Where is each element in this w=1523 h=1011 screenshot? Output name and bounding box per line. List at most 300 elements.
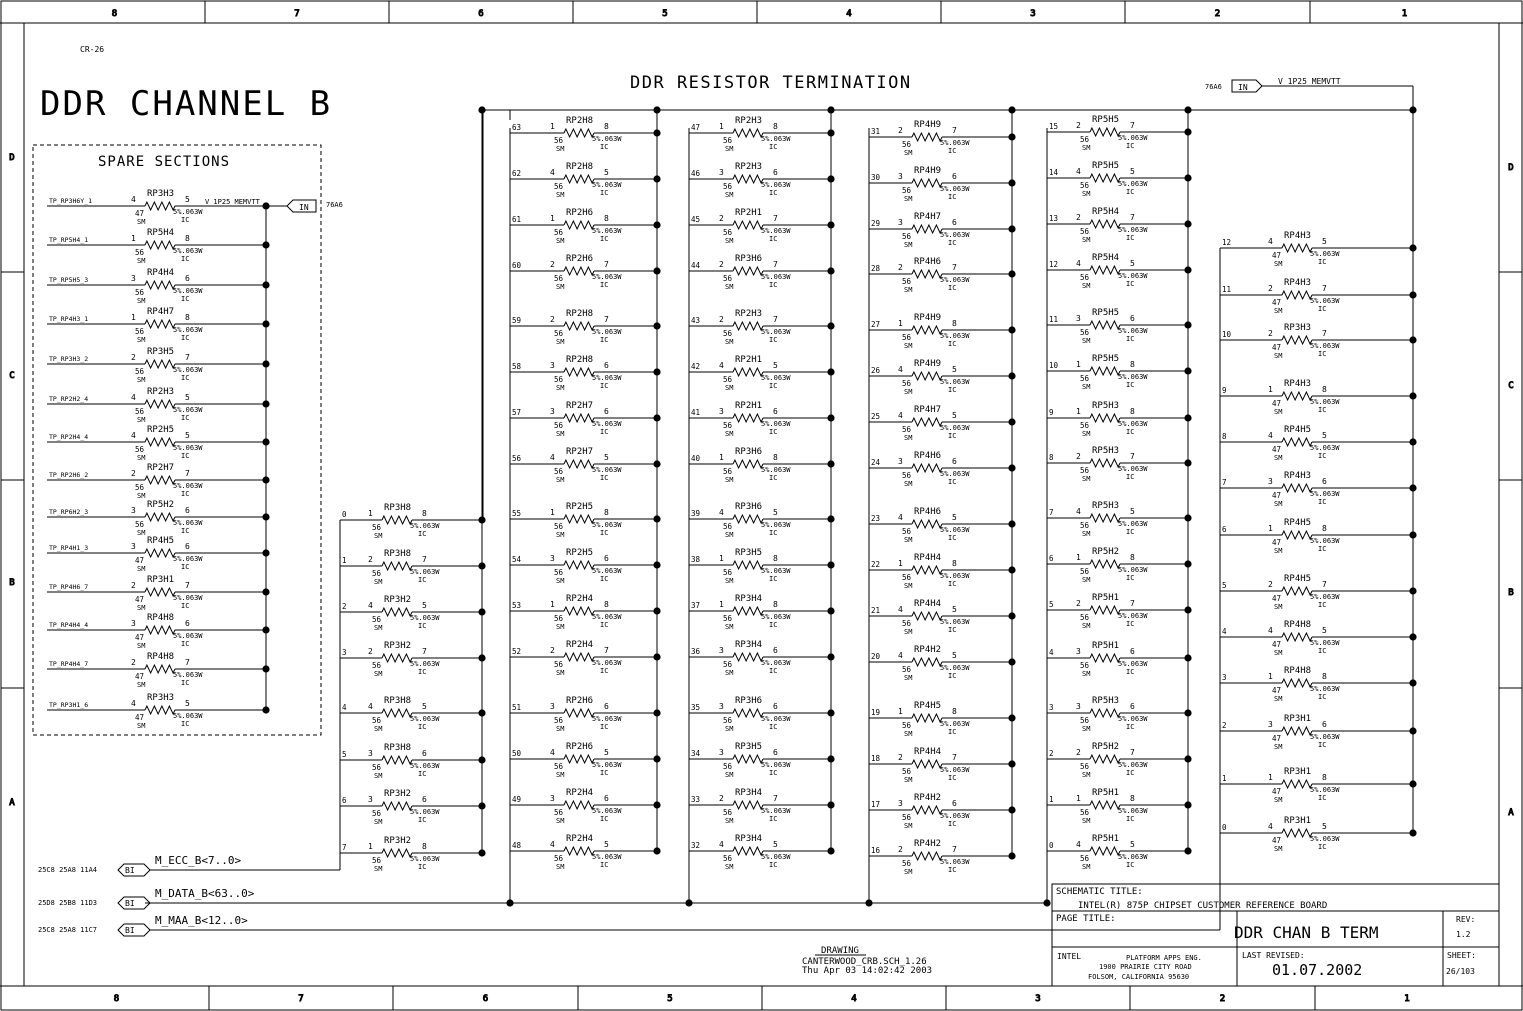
pin-number: 5 — [185, 699, 190, 708]
resistor-value: 56 — [723, 614, 733, 623]
resistor-package: SM — [725, 384, 734, 392]
resistor-zigzag — [912, 179, 942, 187]
pin-number: 7 — [1322, 329, 1327, 338]
resistor-rating: 5%.063W — [410, 660, 440, 668]
resistor-value: 56 — [372, 809, 382, 818]
resistor-ref: RP3H8 — [384, 503, 412, 513]
pin-number: 8 — [773, 554, 778, 563]
pin-number: 7 — [1130, 599, 1135, 608]
net-label: 12 — [1049, 260, 1059, 269]
resistor-rating: 5%.063W — [1118, 715, 1148, 723]
resistor-rating: 5%.063W — [1118, 761, 1148, 769]
resistor-ref: RP5H4 — [147, 228, 175, 238]
resistor-value: 56 — [554, 375, 564, 384]
resistor-ref: RP4H5 — [1284, 425, 1312, 435]
resistor-package: IC — [181, 679, 190, 687]
pin-number: 7 — [1130, 748, 1135, 757]
net-label: 19 — [871, 708, 881, 717]
resistor-package: IC — [769, 428, 778, 436]
net-label: 1 — [342, 556, 347, 565]
resistor-ref: RP5H1 — [1092, 593, 1120, 603]
resistor-ref: RP3H1 — [147, 575, 175, 585]
pin-number: 8 — [185, 313, 190, 322]
net-label: 24 — [871, 458, 881, 467]
resistor-value: 47 — [1272, 640, 1282, 649]
resistor-ref: RP3H5 — [147, 347, 175, 357]
pin-number: 4 — [131, 393, 136, 402]
zone-label-bottom: 7 — [298, 994, 304, 1004]
net-label: TP_RP3H1_6 — [49, 701, 89, 709]
resistor-value: 47 — [1272, 298, 1282, 307]
resistor-ref: RP2H1 — [735, 208, 763, 218]
net-label: 61 — [512, 215, 522, 224]
resistor-rating: 5%.063W — [410, 762, 440, 770]
pin-number: 4 — [719, 361, 724, 370]
pin-number: 6 — [1322, 720, 1327, 729]
net-label: TP_RP4H3_1 — [49, 315, 89, 323]
pin-number: 2 — [898, 263, 903, 272]
pin-number: 8 — [1322, 672, 1327, 681]
net-label: TP_RP6H2_3 — [49, 508, 89, 516]
resistor-value: 47 — [1272, 251, 1282, 260]
pin-number: 7 — [1130, 213, 1135, 222]
pin-number: 6 — [422, 795, 427, 804]
pin-number: 7 — [185, 469, 190, 478]
pin-number: 8 — [952, 707, 957, 716]
resistor-package: IC — [1126, 528, 1135, 536]
resistor-package: IC — [1318, 601, 1327, 609]
resistor-package: IC — [1126, 574, 1135, 582]
pin-number: 4 — [719, 840, 724, 849]
resistor-rating: 5%.063W — [761, 227, 791, 235]
pin-number: 1 — [550, 600, 555, 609]
resistor-package: SM — [904, 342, 913, 350]
resistor-rating: 5%.063W — [173, 555, 203, 563]
resistor-package: SM — [1274, 500, 1283, 508]
zone-label-right: A — [1508, 808, 1514, 818]
resistor-value: 47 — [1272, 399, 1282, 408]
net-label: 51 — [512, 703, 522, 712]
pin-number: 4 — [368, 601, 373, 610]
resistor-rating: 5%.063W — [761, 466, 791, 474]
resistor-package: SM — [374, 670, 383, 678]
resistor-package: IC — [600, 769, 609, 777]
resistor-zigzag — [912, 326, 942, 334]
resistor-package: SM — [1274, 796, 1283, 804]
resistor-ref: RP5H3 — [1092, 446, 1120, 456]
spare-rail-label: V_1P25_MEMVTT — [205, 198, 260, 206]
resistor-package: IC — [948, 193, 957, 201]
resistor-package: IC — [181, 255, 190, 263]
resistor-zigzag — [912, 225, 942, 233]
pin-number: 6 — [773, 407, 778, 416]
resistor-zigzag — [1090, 367, 1120, 375]
resistor-zigzag — [145, 320, 175, 328]
resistor-package: SM — [1082, 817, 1091, 825]
resistor-ref: RP4H9 — [914, 359, 942, 369]
pin-number: 3 — [898, 457, 903, 466]
pin-number: 3 — [550, 794, 555, 803]
pin-number: 4 — [550, 168, 555, 177]
pin-number: 1 — [719, 600, 724, 609]
resistor-ref: RP3H3 — [147, 693, 175, 703]
resistor-value: 56 — [902, 859, 912, 868]
resistor-ref: RP5H4 — [1092, 253, 1120, 263]
pin-number: 4 — [1268, 237, 1273, 246]
resistor-ref: RP2H1 — [735, 401, 763, 411]
resistor-value: 56 — [135, 407, 145, 416]
resistor-ref: RP2H6 — [566, 254, 594, 264]
resistor-ref: RP3H4 — [735, 640, 763, 650]
resistor-package: IC — [600, 723, 609, 731]
pin-number: 5 — [422, 601, 427, 610]
pin-number: 6 — [773, 702, 778, 711]
resistor-rating: 5%.063W — [1310, 786, 1340, 794]
pin-number: 6 — [1130, 647, 1135, 656]
resistor-package: SM — [137, 257, 146, 265]
pin-number: 4 — [1268, 431, 1273, 440]
resistor-zigzag — [912, 464, 942, 472]
pin-number: 4 — [1076, 167, 1081, 176]
resistor-package: SM — [556, 430, 565, 438]
resistor-rating: 5%.063W — [761, 715, 791, 723]
resistor-package: IC — [948, 478, 957, 486]
resistor-ref: RP4H5 — [1284, 574, 1312, 584]
net-label: 25 — [871, 412, 881, 421]
resistor-value: 56 — [554, 762, 564, 771]
pin-number: 2 — [1268, 580, 1273, 589]
resistor-rating: 5%.063W — [1310, 685, 1340, 693]
resistor-package: IC — [600, 474, 609, 482]
net-label: 53 — [512, 601, 522, 610]
zone-label-bottom: 8 — [113, 994, 120, 1004]
pin-number: 2 — [131, 658, 136, 667]
resistor-zigzag — [1282, 780, 1312, 788]
drawing-file: CANTERWOOD_CRB.SCH_1.26 — [802, 957, 927, 967]
pin-number: 2 — [550, 646, 555, 655]
resistor-package: SM — [556, 863, 565, 871]
pin-number: 8 — [773, 122, 778, 131]
resistor-rating: 5%.063W — [761, 807, 791, 815]
resistor-zigzag — [145, 665, 175, 673]
resistor-zigzag — [145, 438, 175, 446]
resistor-zigzag — [564, 847, 594, 855]
resistor-rating: 5%.063W — [1118, 465, 1148, 473]
net-label: 3 — [1049, 703, 1054, 712]
pin-number: 1 — [1268, 773, 1273, 782]
resistor-ref: RP5H1 — [1092, 641, 1120, 651]
resistor-package: IC — [600, 382, 609, 390]
resistor-zigzag — [382, 756, 412, 764]
resistor-package: SM — [1082, 771, 1091, 779]
resistor-zigzag — [1282, 392, 1312, 400]
resistor-zigzag — [733, 515, 763, 523]
resistor-rating: 5%.063W — [592, 761, 622, 769]
pin-number: 3 — [131, 506, 136, 515]
pin-number: 7 — [773, 315, 778, 324]
resistor-rating: 5%.063W — [761, 613, 791, 621]
resistor-zigzag — [733, 129, 763, 137]
resistor-package: SM — [137, 416, 146, 424]
resistor-rating: 5%.063W — [940, 276, 970, 284]
resistor-zigzag — [733, 653, 763, 661]
resistor-package: SM — [1082, 337, 1091, 345]
net-label: 46 — [691, 169, 701, 178]
zone-label-bottom: 1 — [1404, 994, 1410, 1004]
resistor-package: SM — [725, 623, 734, 631]
resistor-package: SM — [137, 722, 146, 730]
pin-number: 8 — [1130, 407, 1135, 416]
spare-port-dir: IN — [299, 203, 309, 212]
pin-number: 5 — [1322, 626, 1327, 635]
resistor-package: SM — [1082, 475, 1091, 483]
sheet-label: SHEET: — [1447, 951, 1476, 960]
resistor-value: 47 — [1272, 734, 1282, 743]
resistor-package: SM — [904, 822, 913, 830]
resistor-package: SM — [725, 476, 734, 484]
pin-number: 8 — [604, 122, 609, 131]
resistor-zigzag — [1090, 128, 1120, 136]
bus-label: M_MAA_B<12..0> — [155, 914, 248, 927]
resistor-ref: RP4H6 — [914, 507, 942, 517]
resistor-value: 56 — [1080, 854, 1090, 863]
resistor-package: IC — [769, 769, 778, 777]
resistor-package: IC — [181, 216, 190, 224]
pin-number: 4 — [898, 605, 903, 614]
pin-number: 1 — [719, 453, 724, 462]
pin-number: 2 — [898, 753, 903, 762]
pin-number: 5 — [1130, 507, 1135, 516]
resistor-rating: 5%.063W — [1310, 398, 1340, 406]
resistor-value: 56 — [723, 854, 733, 863]
resistor-package: IC — [1126, 234, 1135, 242]
power-net-label: V_1P25_MEMVTT — [1278, 77, 1341, 86]
resistor-package: IC — [1126, 381, 1135, 389]
pin-number: 4 — [550, 840, 555, 849]
resistor-ref: RP3H5 — [735, 548, 763, 558]
resistor-value: 56 — [372, 615, 382, 624]
pin-number: 1 — [1076, 553, 1081, 562]
resistor-value: 56 — [902, 379, 912, 388]
resistor-zigzag — [564, 368, 594, 376]
pin-number: 1 — [368, 509, 373, 518]
net-label: 11 — [1222, 285, 1232, 294]
resistor-package: IC — [948, 284, 957, 292]
resistor-package: IC — [418, 668, 427, 676]
spare-title: SPARE SECTIONS — [98, 154, 231, 170]
pin-number: 7 — [952, 753, 957, 762]
pin-number: 4 — [368, 702, 373, 711]
pin-number: 8 — [604, 600, 609, 609]
resistor-zigzag — [564, 653, 594, 661]
zone-label-top: 2 — [1214, 9, 1221, 19]
resistor-package: IC — [1318, 406, 1327, 414]
net-label: 42 — [691, 362, 701, 371]
pin-number: 4 — [131, 195, 136, 204]
resistor-ref: RP4H8 — [1284, 620, 1312, 630]
resistor-package: IC — [1126, 668, 1135, 676]
resistor-package: SM — [725, 863, 734, 871]
net-label: TP_RP5H5_3 — [49, 276, 89, 284]
resistor-ref: RP5H5 — [1092, 161, 1120, 171]
resistor-zigzag — [1090, 266, 1120, 274]
resistor-rating: 5%.063W — [173, 482, 203, 490]
resistor-package: IC — [948, 534, 957, 542]
resistor-ref: RP5H3 — [1092, 696, 1120, 706]
resistor-package: IC — [181, 720, 190, 728]
resistor-package: IC — [1126, 723, 1135, 731]
resistor-value: 56 — [372, 661, 382, 670]
resistor-package: IC — [1126, 620, 1135, 628]
pin-number: 2 — [131, 581, 136, 590]
resistor-zigzag — [1090, 321, 1120, 329]
resistor-package: IC — [1126, 280, 1135, 288]
pin-number: 2 — [131, 353, 136, 362]
resistor-ref: RP4H5 — [1284, 518, 1312, 528]
pin-number: 5 — [1130, 259, 1135, 268]
net-label: 40 — [691, 454, 701, 463]
resistor-zigzag — [1090, 755, 1120, 763]
resistor-package: SM — [1082, 725, 1091, 733]
pin-number: 8 — [422, 842, 427, 851]
pin-number: 7 — [1322, 284, 1327, 293]
resistor-zigzag — [733, 755, 763, 763]
bus-ref: 25D8 25B8 11D3 — [38, 899, 98, 907]
resistor-ref: RP3H4 — [735, 788, 763, 798]
resistor-rating: 5%.063W — [940, 812, 970, 820]
resistor-package: IC — [600, 529, 609, 537]
resistor-value: 56 — [135, 520, 145, 529]
resistor-rating: 5%.063W — [761, 659, 791, 667]
net-label: 56 — [512, 454, 522, 463]
zone-label-top: 4 — [846, 9, 852, 19]
pin-number: 5 — [952, 411, 957, 420]
resistor-package: IC — [769, 281, 778, 289]
resistor-ref: RP2H3 — [735, 116, 763, 126]
resistor-zigzag — [733, 221, 763, 229]
resistor-ref: RP3H8 — [384, 549, 412, 559]
resistor-rating: 5%.063W — [410, 568, 440, 576]
resistor-package: SM — [556, 725, 565, 733]
pin-number: 5 — [422, 702, 427, 711]
resistor-zigzag — [145, 476, 175, 484]
pin-number: 3 — [1076, 314, 1081, 323]
resistor-rating: 5%.063W — [1310, 537, 1340, 545]
zone-label-right: D — [1508, 163, 1514, 173]
pin-number: 3 — [550, 361, 555, 370]
resistor-zigzag — [382, 802, 412, 810]
resistor-ref: RP4H4 — [914, 553, 942, 563]
resistor-package: IC — [948, 728, 957, 736]
junction-dot — [478, 106, 485, 113]
resistor-package: IC — [1318, 452, 1327, 460]
pin-number: 5 — [604, 840, 609, 849]
resistor-package: IC — [948, 774, 957, 782]
resistor-rating: 5%.063W — [1310, 444, 1340, 452]
resistor-rating: 5%.063W — [1310, 297, 1340, 305]
resistor-package: SM — [1274, 408, 1283, 416]
resistor-zigzag — [564, 755, 594, 763]
resistor-package: SM — [1082, 144, 1091, 152]
bus-ref: 25C8 25A8 11A4 — [38, 866, 98, 874]
resistor-value: 47 — [1272, 787, 1282, 796]
resistor-package: SM — [725, 669, 734, 677]
resistor-package: IC — [181, 334, 190, 342]
resistor-value: 47 — [1272, 445, 1282, 454]
resistor-rating: 5%.063W — [1118, 807, 1148, 815]
pin-number: 2 — [719, 260, 724, 269]
net-label: 57 — [512, 408, 522, 417]
pin-number: 3 — [550, 554, 555, 563]
resistor-package: SM — [904, 536, 913, 544]
company: INTEL — [1057, 952, 1082, 961]
resistor-zigzag — [1282, 829, 1312, 837]
resistor-package: SM — [556, 577, 565, 585]
resistor-package: IC — [1318, 693, 1327, 701]
resistor-package: SM — [1274, 547, 1283, 555]
pin-number: 2 — [1076, 599, 1081, 608]
resistor-value: 47 — [135, 556, 145, 565]
resistor-ref: RP2H3 — [735, 162, 763, 172]
net-label: 28 — [871, 264, 881, 273]
resistor-ref: RP2H4 — [566, 594, 594, 604]
net-label: 6 — [1049, 554, 1054, 563]
resistor-rating: 5%.063W — [940, 720, 970, 728]
net-label: 5 — [1049, 600, 1054, 609]
resistor-zigzag — [733, 175, 763, 183]
resistor-rating: 5%.063W — [1118, 226, 1148, 234]
net-label: TP_RP4H1_3 — [49, 544, 89, 552]
resistor-rating: 5%.063W — [173, 444, 203, 452]
resistor-value: 56 — [135, 367, 145, 376]
resistor-rating: 5%.063W — [940, 572, 970, 580]
resistor-rating: 5%.063W — [410, 855, 440, 863]
power-port-dir: IN — [1238, 83, 1248, 92]
resistor-rating: 5%.063W — [173, 366, 203, 374]
resistor-package: SM — [1082, 576, 1091, 584]
resistor-zigzag — [733, 561, 763, 569]
resistor-package: IC — [600, 428, 609, 436]
pin-number: 3 — [550, 407, 555, 416]
resistor-rating: 5%.063W — [761, 853, 791, 861]
resistor-zigzag — [145, 400, 175, 408]
resistor-zigzag — [1282, 679, 1312, 687]
drawing-date: Thu Apr 03 14:02:42 2003 — [802, 966, 933, 976]
pin-number: 6 — [185, 542, 190, 551]
resistor-package: SM — [1082, 530, 1091, 538]
page-title-label: PAGE TITLE: — [1056, 914, 1116, 924]
resistor-rating: 5%.063W — [592, 853, 622, 861]
pin-number: 3 — [1076, 702, 1081, 711]
net-label: 36 — [691, 647, 701, 656]
pin-number: 4 — [1268, 626, 1273, 635]
pin-number: 2 — [1268, 284, 1273, 293]
resistor-ref: RP5H5 — [1092, 354, 1120, 364]
net-label: 8 — [1049, 453, 1054, 462]
pin-number: 3 — [131, 542, 136, 551]
net-label: 9 — [1049, 408, 1054, 417]
resistor-package: IC — [600, 667, 609, 675]
pin-number: 5 — [1322, 822, 1327, 831]
resistor-value: 56 — [902, 767, 912, 776]
resistor-package: IC — [181, 527, 190, 535]
resistor-package: IC — [181, 563, 190, 571]
resistor-value: 56 — [723, 660, 733, 669]
resistor-zigzag — [1282, 291, 1312, 299]
resistor-package: SM — [374, 532, 383, 540]
pin-number: 6 — [604, 407, 609, 416]
net-label: 20 — [871, 652, 881, 661]
